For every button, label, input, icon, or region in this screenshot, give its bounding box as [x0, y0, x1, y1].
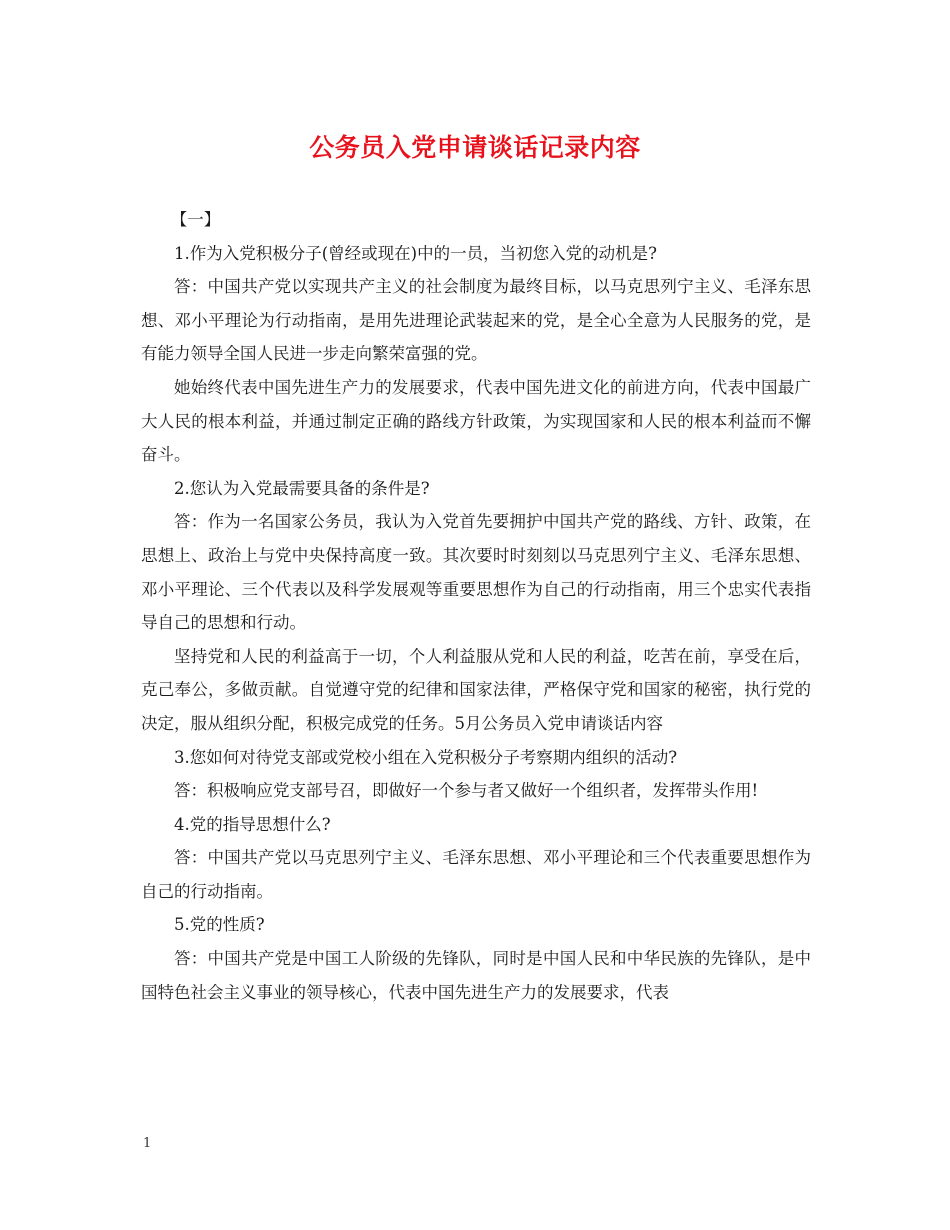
page-number: 1 [143, 1136, 152, 1151]
answer-4: 答：中国共产党以马克思列宁主义、毛泽东思想、邓小平理论和三个代表重要思想作为自己的行动指南。 [141, 848, 811, 901]
document-body [141, 203, 811, 1009]
question-3: 3.您如何对待党支部或党校小组在入党积极分子考察期内组织的活动? [174, 747, 678, 767]
answer-2: 答：作为一名国家公务员，我认为入党首先要拥护中国共产党的路线、方针、政策，在思想上、政治上与党中央保持高度一致。其次要时时刻刻以马克思列宁主义、毛泽东思想、邓小平理论、三个代表以及科学发展观等重要思想作为自己的行动指南，用三个忠实代表指导自己的思想和行动。 [141, 512, 811, 633]
document-title: 公务员入党申请谈话记录内容 [309, 133, 641, 162]
answer-5: 答：中国共产党是中国工人阶级的先锋队，同时是中国人民和中华民族的先锋队，是中国特色社会主义事业的领导核心，代表中国先进生产力的发展要求，代表 [141, 949, 811, 1002]
question-5: 5.党的性质? [174, 915, 265, 935]
question-1: 1.作为入党积极分子(曾经或现在)中的一员，当初您入党的动机是? [174, 243, 657, 263]
answer-2-continued: 坚持党和人民的利益高于一切，个人利益服从党和人民的利益，吃苦在前，享受在后，克己奉公，多做贡献。自觉遵守党的纪律和国家法律，严格保守党和国家的秘密，执行党的决定，服从组织分配，积极完成党的任务。5月公务员入党申请谈话内容 [141, 646, 811, 733]
question-2: 2.您认为入党最需要具备的条件是? [174, 478, 430, 498]
section-heading: 【一】 [170, 210, 221, 229]
answer-1: 答：中国共产党以实现共产主义的社会制度为最终目标，以马克思列宁主义、毛泽东思想、邓小平理论为行动指南，是用先进理论武装起来的党，是全心全意为人民服务的党，是有能力领导全国人民进一步走向繁荣富强的党。 [141, 277, 811, 364]
answer-3: 答：积极响应党支部号召，即做好一个参与者又做好一个组织者，发挥带头作用! [174, 781, 759, 801]
answer-1-continued: 她始终代表中国先进生产力的发展要求，代表中国先进文化的前进方向，代表中国最广大人民的根本利益，并通过制定正确的路线方针政策，为实现国家和人民的根本利益而不懈奋斗。 [141, 377, 811, 465]
question-4: 4.党的指导思想什么? [174, 814, 331, 834]
